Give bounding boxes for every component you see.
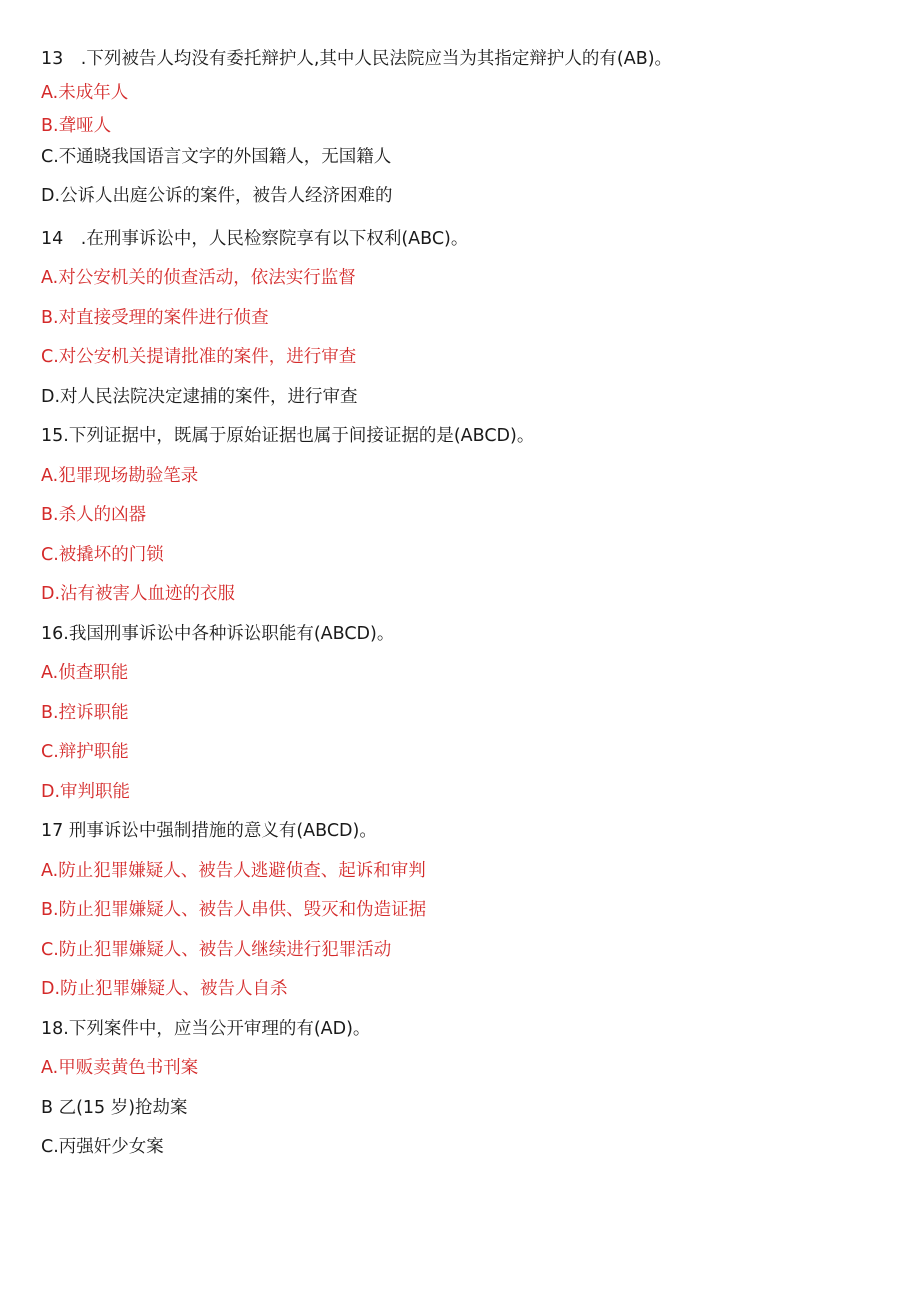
question-17-option-a: A.防止犯罪嫌疑人、被告人逃避侦查、起诉和审判 — [41, 861, 426, 881]
question-14-option-b: B.对直接受理的案件进行侦查 — [41, 308, 269, 328]
question-15-option-c: C.被撬坏的门锁 — [41, 545, 164, 565]
question-18-option-c: C.丙强奸少女案 — [41, 1137, 164, 1157]
question-15-option-d: D.沾有被害人血迹的衣服 — [41, 584, 236, 604]
question-14-stem: 14 .在刑事诉讼中，人民检察院享有以下权利(ABC)。 — [41, 229, 469, 249]
question-13-option-a: A.未成年人 — [41, 83, 129, 103]
question-14-option-c: C.对公安机关提请批准的案件，进行审查 — [41, 347, 357, 367]
question-14-option-d: D.对人民法院决定逮捕的案件，进行审查 — [41, 387, 358, 407]
question-14-option-a: A.对公安机关的侦查活动，依法实行监督 — [41, 268, 356, 288]
question-15-option-a: A.犯罪现场勘验笔录 — [41, 466, 199, 486]
question-17-option-c: C.防止犯罪嫌疑人、被告人继续进行犯罪活动 — [41, 940, 392, 960]
question-17-stem: 17 刑事诉讼中强制措施的意义有(ABCD)。 — [41, 821, 377, 841]
question-13-option-b: B.聋哑人 — [41, 116, 112, 136]
question-13-option-d: D.公诉人出庭公诉的案件，被告人经济困难的 — [41, 186, 393, 206]
question-15-option-b: B.杀人的凶器 — [41, 505, 147, 525]
question-17-option-b: B.防止犯罪嫌疑人、被告人串供、毁灭和伪造证据 — [41, 900, 427, 920]
question-16-stem: 16.我国刑事诉讼中各种诉讼职能有(ABCD)。 — [41, 624, 395, 644]
question-16-option-d: D.审判职能 — [41, 782, 131, 802]
question-16-option-b: B.控诉职能 — [41, 703, 129, 723]
question-18-option-a: A.甲贩卖黄色书刊案 — [41, 1058, 199, 1078]
question-17-option-d: D.防止犯罪嫌疑人、被告人自杀 — [41, 979, 288, 999]
question-13-option-c: C.不通晓我国语言文字的外国籍人，无国籍人 — [41, 147, 392, 167]
question-15-stem: 15.下列证据中，既属于原始证据也属于间接证据的是(ABCD)。 — [41, 426, 535, 446]
question-13-stem: 13 .下列被告人均没有委托辩护人,其中人民法院应当为其指定辩护人的有(AB)。 — [41, 49, 673, 69]
question-16-option-c: C.辩护职能 — [41, 742, 129, 762]
question-18-stem: 18.下列案件中，应当公开审理的有(AD)。 — [41, 1019, 371, 1039]
question-18-option-b: B 乙(15 岁)抢劫案 — [41, 1098, 188, 1118]
question-16-option-a: A.侦查职能 — [41, 663, 129, 683]
